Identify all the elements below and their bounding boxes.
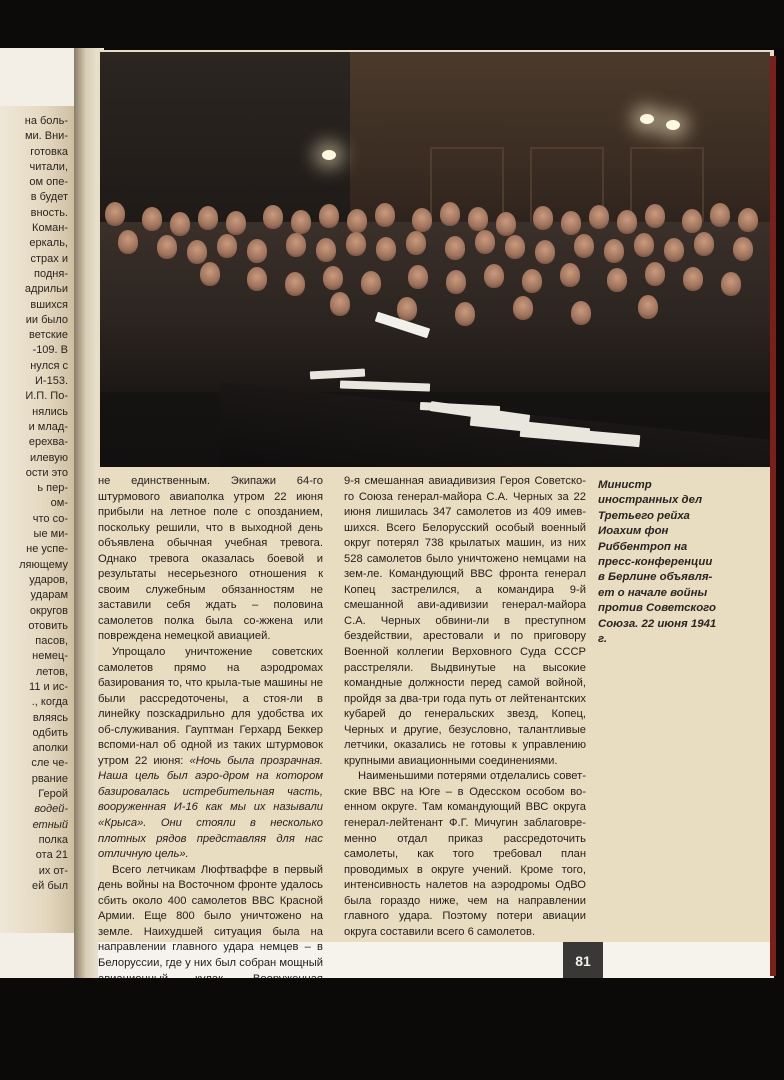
left-page-line: летов, [35, 665, 68, 678]
photo-person-head [560, 263, 580, 287]
left-page-line: сле че- [31, 757, 68, 770]
quote-becker: «Ночь была прозрачная. Наша цель был аэро-дром на котором базировалась истребительная часть, вооруженная И-16 как мы их называли «Крыса». Они стояли в несколько плотных рядов представляя для нас отличную цель». [98, 754, 324, 861]
photo-person-head [291, 210, 311, 234]
photo-person-head [319, 204, 339, 228]
left-page-line: что со- [32, 512, 68, 525]
left-page-line: ые ми- [33, 528, 68, 541]
left-page-line: одбить [32, 726, 68, 739]
left-page-line: водей- [34, 803, 68, 816]
photo-person-head [118, 230, 138, 254]
photo-person-head [710, 203, 730, 227]
left-page-strip [0, 48, 76, 978]
left-page-line: готовка [30, 145, 68, 158]
left-page-line: вность. [30, 206, 68, 219]
scan-background-top [0, 0, 784, 48]
left-page-line: ей был [32, 879, 68, 892]
photo-person-head [361, 271, 381, 295]
photo-person-head [198, 206, 218, 230]
photo-person-head [721, 272, 741, 296]
photo-person-head [187, 240, 207, 264]
left-page-line: етный [32, 818, 68, 831]
left-page-line: ляющему [19, 558, 68, 571]
left-page-top-margin [0, 48, 76, 106]
photo-person-head [376, 237, 396, 261]
left-page-bottom-margin [0, 933, 76, 978]
left-page-line: отовить [28, 619, 68, 632]
photo-person-head [468, 207, 488, 231]
paragraph: 9-я смешанная авиадивизия Героя Советско-го Союза генерал-майора С.А. Черных за 22 июня лишилась 347 самолетов из 409 имев-шихся. Всего Белорусский особый военный округ потерял 738 крылатых машин, из них 528 самолетов было уничтожено немцами на зем-ле. Командующий ВВС фронта генерал Копец застрелился, а командира 9-й смешанной ави-адивизии генерал-майора С.А. Черных обвини-ли в преступном бездействии, арестовали и по приговору Военной коллегии Верховного Суда СССР расстреляли. Выдвинутые на высокие командные должности перед самой войной, пройдя за два-три года путь от лейтенантских кубарей до генеральских звезд, Копец, Черных и другие, безусловно, талантливые летчики, оказались не готовы к управлению крупными авиационными соединениями. [344, 475, 586, 767]
photo-person-head [323, 266, 343, 290]
photo-person-head [226, 211, 246, 235]
paragraph: Наименьшими потерями отделались совет-ские ВВС на Юге – в Одесском особом во-енном округе. Там командующий ВВС округа генерал-лейтенант Ф.Г. Мичугин заблаговре-менно отдал приказ рассредоточить самолеты, как того требовал план проводимых в округе учений. Кроме того, интенсивность налетов на аэродромы ОдВО была гораздо ниже, чем на направлении главного удара. Поэтому потери авиации округа составили всего 6 самолетов. [344, 770, 586, 938]
photo-person-head [638, 295, 658, 319]
photo-person-head [455, 302, 475, 326]
press-conference-photo [100, 52, 770, 467]
left-page-line: округов [29, 604, 68, 617]
photo-person-head [316, 238, 336, 262]
left-page-line: адрильи [24, 283, 68, 296]
left-page-line: ми. Вни- [24, 130, 68, 143]
photo-person-head [105, 202, 125, 226]
photo-person-head [475, 230, 495, 254]
left-page-line: ота 21 [35, 849, 68, 862]
photo-person-head [347, 209, 367, 233]
photo-person-head [217, 234, 237, 258]
photo-person-head [571, 301, 591, 325]
photo-person-head [170, 212, 190, 236]
photo-lamp [322, 150, 336, 160]
left-page-line: 11 и ис- [29, 680, 68, 693]
left-page-line: -109. В [32, 344, 68, 357]
photo-person-head [440, 202, 460, 226]
article-column-2 [344, 474, 586, 940]
scan-background-bottom [0, 978, 784, 1080]
photo-lamp [640, 114, 654, 124]
photo-person-head [683, 267, 703, 291]
photo-person-head [645, 204, 665, 228]
paragraph-text: Упрощало уничтожение советских самолетов прямо на аэродромах базирования то, что крыла-тые машины не были рассредоточены, а стоя-ли в линейку позскадрильно для удобства их об-служивания. Гауптман Герхард Беккер вспоми-нал об одной из таких штурмовок утром 22 июня: [98, 646, 323, 767]
photo-person-head [604, 239, 624, 263]
photo-person-head [330, 292, 350, 316]
photo-person-head [406, 231, 426, 255]
photo-person-head [247, 239, 267, 263]
left-page-line: полка [38, 833, 68, 846]
left-page-line: ., когда [31, 696, 68, 709]
left-page-line: и млад- [28, 420, 68, 433]
photo-person-head [408, 265, 428, 289]
photo-person-head [694, 232, 714, 256]
photo-person-head [446, 270, 466, 294]
article-column-1 [98, 474, 323, 1018]
photo-person-head [607, 268, 627, 292]
left-page-line: еркаль, [29, 237, 68, 250]
left-page-line: читали, [29, 160, 68, 173]
left-page-line: их от- [38, 864, 68, 877]
left-page-line: ости это [25, 466, 68, 479]
left-page-line: ом- [50, 497, 68, 510]
photo-person-head [375, 203, 395, 227]
photo-person-head [346, 232, 366, 256]
paragraph: Всего летчикам Люфтваффе в первый день войны на Восточном фронте удалось сбить около 400 самолетов ВВС Красной Армии. Еще 800 было уничтожено на земле. Наихудшей ситуация была на направлении главного удара немцев – в Белоруссии, где у них был собран мощный [98, 863, 323, 969]
left-page-line: Герой [38, 788, 68, 801]
left-page-line: страх и [30, 252, 68, 265]
photo-person-head [445, 236, 465, 260]
photo-lamp [666, 120, 680, 130]
paragraph: не единственным. Экипажи 64-го штурмового авиаполка утром 22 июня прибыли на летное поле с опозданием, поскольку решили, что в выходной день объявлена обычная учебная тревога. Однако тревога оказалась боевой и результаты несерьезного отношения к своим служебным обязанностям не заставили себя ждать – половина самолетов полка была со-жжена или повреждена немецкой авиацией. [98, 475, 323, 643]
left-page-line: рвание [31, 772, 68, 785]
left-page-text-fragments [0, 114, 68, 894]
photo-caption: Министр иностранных дел Третьего рейха Иоахим фон Риббентроп на пресс-конференции в Берлине объявля-ет о начале войны против Советского Союза. 22 июня 1941 г. [598, 479, 717, 646]
photo-person-head [617, 210, 637, 234]
page-number: 81 [563, 942, 603, 980]
left-page-line: ударам [30, 589, 68, 602]
photo-person-head [664, 238, 684, 262]
left-page-line: ии было [25, 313, 68, 326]
left-page-line: аполки [32, 742, 68, 755]
photo-person-head [535, 240, 555, 264]
photo-person-head [505, 235, 525, 259]
photo-person-head [589, 205, 609, 229]
left-page-line: немец- [32, 650, 68, 663]
left-page-line: ом опе- [29, 176, 68, 189]
photo-person-head [263, 205, 283, 229]
photo-person-head [682, 209, 702, 233]
left-page-line: И.П. По- [25, 390, 68, 403]
left-page-line: ерехва- [28, 436, 68, 449]
photo-person-head [513, 296, 533, 320]
left-page-line: подня- [34, 267, 68, 280]
photo-person-head [522, 269, 542, 293]
left-page-line: ь пер- [37, 482, 68, 495]
photo-person-head [397, 297, 417, 321]
left-page-line: нялись [32, 405, 68, 418]
photo-person-head [247, 267, 267, 291]
photo-person-head [533, 206, 553, 230]
left-page-line: вляясь [32, 711, 68, 724]
photo-person-head [496, 212, 516, 236]
left-page-line: И-153. [35, 375, 68, 388]
left-page-line: ударов, [29, 573, 68, 586]
photo-person-head [634, 233, 654, 257]
left-page-line: Коман- [32, 222, 68, 235]
paragraph [98, 645, 323, 863]
photo-person-head [561, 211, 581, 235]
left-page-line: не успе- [26, 543, 68, 556]
photo-person-head [645, 262, 665, 286]
photo-person-head [484, 264, 504, 288]
left-page-line: вшихся [30, 298, 68, 311]
left-page-line: на боль- [24, 115, 68, 127]
page-edge [770, 56, 776, 976]
left-page-line: илевую [29, 451, 68, 464]
photo-person-head [157, 235, 177, 259]
photo-person-head [574, 234, 594, 258]
photo-person-head [733, 237, 753, 261]
photo-person-head [286, 233, 306, 257]
photo-person-head [200, 262, 220, 286]
left-page-line: нулся с [30, 359, 68, 372]
photo-person-head [142, 207, 162, 231]
photo-person-head [412, 208, 432, 232]
left-page-line: пасов, [35, 635, 68, 648]
photo-person-head [738, 208, 758, 232]
left-page-line: в будет [30, 191, 68, 204]
left-page-line: ветские [29, 329, 68, 342]
photo-person-head [285, 272, 305, 296]
